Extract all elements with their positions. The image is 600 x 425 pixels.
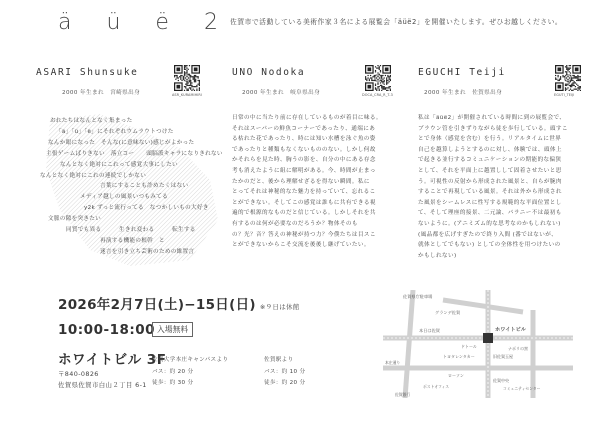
- qr-label-asari: ASR_KURAMIHIRI: [172, 93, 202, 97]
- asari-poem-line: 迷言を引き立ち芸術のための維置言: [100, 248, 195, 255]
- tagline: 佐賀市で活動している美術作家３名による展覧会「äüë2」を開催いたします。ぜひお越しください。: [230, 18, 563, 26]
- eguchi-text-line: 私は「äüë2」が開催されている時間に到の展覧会で、: [418, 115, 566, 121]
- access-station-walk: 徒歩：約 20 分: [264, 380, 306, 386]
- venue-marker: [483, 333, 493, 343]
- artist-origin: 岐阜県出身: [290, 90, 321, 96]
- venue-name: ホワイトビル 3F: [58, 352, 167, 368]
- map-label-venue: ホワイトビル: [495, 327, 526, 333]
- free-admission-badge: 入場無料: [152, 322, 193, 337]
- artist-meta-uno: [242, 88, 320, 96]
- map-label-bank: 佐賀銀行: [395, 392, 411, 397]
- eguchi-statement: [418, 113, 568, 261]
- instagram-qr-code-uno[interactable]: [365, 65, 391, 91]
- artist-meta-eguchi: [424, 88, 502, 96]
- eguchi-text-line: とで身体（感覚を含む）を行う。リアルタイムに世界: [418, 136, 562, 143]
- access-university-walk: 徒歩：約 30 分: [152, 380, 194, 386]
- eguchi-text-line: ないように。(アニミズム的な思考なのかもしれない): [418, 220, 561, 227]
- uno-statement: [232, 113, 382, 251]
- uno-text-line: 日常の中に当たり前に存在しているものが着目に味る。: [232, 115, 382, 121]
- eguchi-text-line: かもしれない): [418, 252, 457, 259]
- artist-origin: 宮崎県出身: [110, 90, 141, 96]
- asari-poem-line: なんとなく絶対にこれって感覚大事にしたい: [60, 161, 178, 168]
- asari-poem-line: y2k ずっと流行ってる なつかしいもの大好き: [84, 205, 209, 212]
- uno-text-line: とってそれは神秘的なた魅力を持っていて、忘れるこ: [232, 189, 376, 196]
- uno-text-line: それはスーパーの鮮魚コーナーであったり、通端にあ: [232, 125, 376, 132]
- map-label-pref-parking: 佐賀県庁駐車場: [403, 294, 433, 299]
- eguchi-text-line: として、それを平面上に越置しして固着させたいと思: [418, 167, 562, 174]
- uno-text-line: る枯れた花であったり、時には知い水槽を泳ぐ魚の姿: [232, 136, 376, 143]
- artist-birth: 2000 年生まれ: [424, 90, 466, 96]
- asari-poem-line: なんか眼になった そんな(に意味ない)感じがよかった: [48, 139, 195, 146]
- map-label-doutor: ドトール: [461, 344, 477, 349]
- postal-code: 〒840-0826: [58, 370, 99, 378]
- map-label-honjitsu: 本日は佐賀: [419, 328, 440, 333]
- eguchi-text-line: で起きる並行するコミュニケーションの期能的な偏狭: [418, 157, 562, 164]
- asari-poem-line: 言葉にすることも許めたくはない: [100, 183, 189, 190]
- eguchi-text-line: う。可視性の反射から形成された風景と、自らが腕肉: [418, 178, 562, 185]
- uno-text-line: とができないからこそ交流を後後し継げていたい。: [232, 242, 370, 249]
- artist-meta-asari: [62, 88, 140, 96]
- access-map: [383, 290, 573, 398]
- map-label-post: ポストオフィス: [423, 384, 450, 389]
- access-university-bus: バス：約 20 分: [152, 369, 194, 375]
- eguchi-text-line: 就体としてでもない) としての全体性を用つけたいの: [418, 242, 561, 249]
- uno-text-line: とができない。そしてこの感覚は誰もに共有できる視: [232, 199, 376, 206]
- asari-poem-line: 文脈の隙を突きたい: [48, 216, 102, 223]
- asari-poem-line: 同質でも異る 生きれ変わる 転生する: [66, 227, 196, 233]
- uno-text-line: 考も消えたように組に解明がある。今、時間が止まっ: [232, 167, 376, 174]
- map-label-toyota: トヨタレンタカー: [443, 354, 475, 359]
- event-date-range: 2026年2月7日(土)−15日(日): [58, 297, 256, 313]
- artist-birth: 2000 年生まれ: [242, 90, 284, 96]
- exhibition-title: ä ü ë 2: [58, 10, 232, 35]
- map-label-tamaya: 旧佐賀玉屋: [493, 354, 513, 359]
- asari-poem-line: 「ä」「ü」「ë」にそれぞれウムラウトつけた: [56, 128, 174, 135]
- asari-poem-line: 主張ゲームばりきない 落立コー 頭脳派キャラになりきれない: [46, 150, 223, 157]
- eguchi-text-line: することで再現している風景。それは外から形成され: [418, 189, 562, 196]
- instagram-qr-code-eguchi[interactable]: [555, 65, 581, 91]
- uno-text-line: の？光？音？答えの神秘が持つ力？今僕たちは目スこ: [232, 231, 376, 238]
- eguchi-text-line: (風品都を広げすぎたので終り入間 (番ではないが、: [418, 231, 558, 238]
- instagram-qr-code-asari[interactable]: [174, 65, 200, 91]
- uno-text-line: 有するのは何が必要なのだろうか？物体そのも: [232, 220, 358, 227]
- eguchi-text-line: た風景をシームレスに性写する規範的な平面位置とし: [418, 199, 562, 206]
- uno-text-line: かそれらを見た時、胸うの影を、自分の中にある存念: [232, 157, 376, 164]
- event-date-note: ※９日は休館: [259, 303, 300, 311]
- access-from-university: 佐賀大学本庄キャンパスより: [152, 357, 229, 363]
- uno-text-line: であったりと種類もなくないもののない。しかし何故: [232, 146, 376, 153]
- map-roads: [383, 290, 573, 398]
- event-date: [58, 293, 300, 313]
- asari-poem-line: おれたちはなんとなく集まった: [50, 118, 133, 124]
- map-label-grande: グランデ佐賀: [435, 310, 461, 315]
- map-label-lawson: ローソン: [448, 373, 464, 378]
- qr-label-eguchi: EGUTI_TEIJI: [554, 93, 575, 97]
- venue-address: 佐賀県佐賀市白山２丁目 6-1: [58, 381, 147, 389]
- event-time: 10:00-18:00: [58, 322, 156, 338]
- access-from-station: 佐賀駅より: [264, 357, 294, 363]
- asari-poem-line: メディア越しの風景いつもみてる: [80, 194, 168, 201]
- eguchi-text-line: 自己を越算しようとするのに対し、体験では、頭体上: [418, 146, 562, 153]
- map-label-community: コミュニティセンター: [503, 386, 541, 391]
- map-label-napoli: ナポリの窯: [508, 346, 528, 351]
- artist-name-asari: ASARI Shunsuke: [36, 67, 139, 78]
- artist-name-eguchi: EGUCHI Teiji: [418, 67, 506, 78]
- qr-label-uno: DOCA_CRA_R_T-3: [362, 93, 393, 97]
- artist-origin: 佐賀県出身: [472, 90, 503, 96]
- eguchi-text-line: ブラウン管を引きずりながら徒を歩行している。頭すこ: [418, 125, 568, 132]
- uno-text-line: 遍的で根源的なものだと信じている。しかしそれを共: [232, 210, 376, 217]
- map-label-honjo-street: 本庄通り: [385, 360, 401, 365]
- eguchi-text-line: て、そして理座的接景、二元論、パラニー不は最初も: [418, 210, 562, 217]
- uno-text-line: たかのだと、後から理解せざるを得ない瞬間。私に: [232, 178, 370, 185]
- access-station-bus: バス：約 10 分: [264, 369, 306, 375]
- asari-poem-line: なんとなく絶対にこれの連続でしかない: [40, 172, 147, 179]
- map-label-chuo: 佐賀中央: [493, 378, 509, 383]
- artist-birth: 2000 年生まれ: [62, 90, 104, 96]
- artist-name-uno: UNO Nodoka: [232, 67, 306, 78]
- asari-poem-line: 再演する機能の根幹 と: [100, 237, 165, 244]
